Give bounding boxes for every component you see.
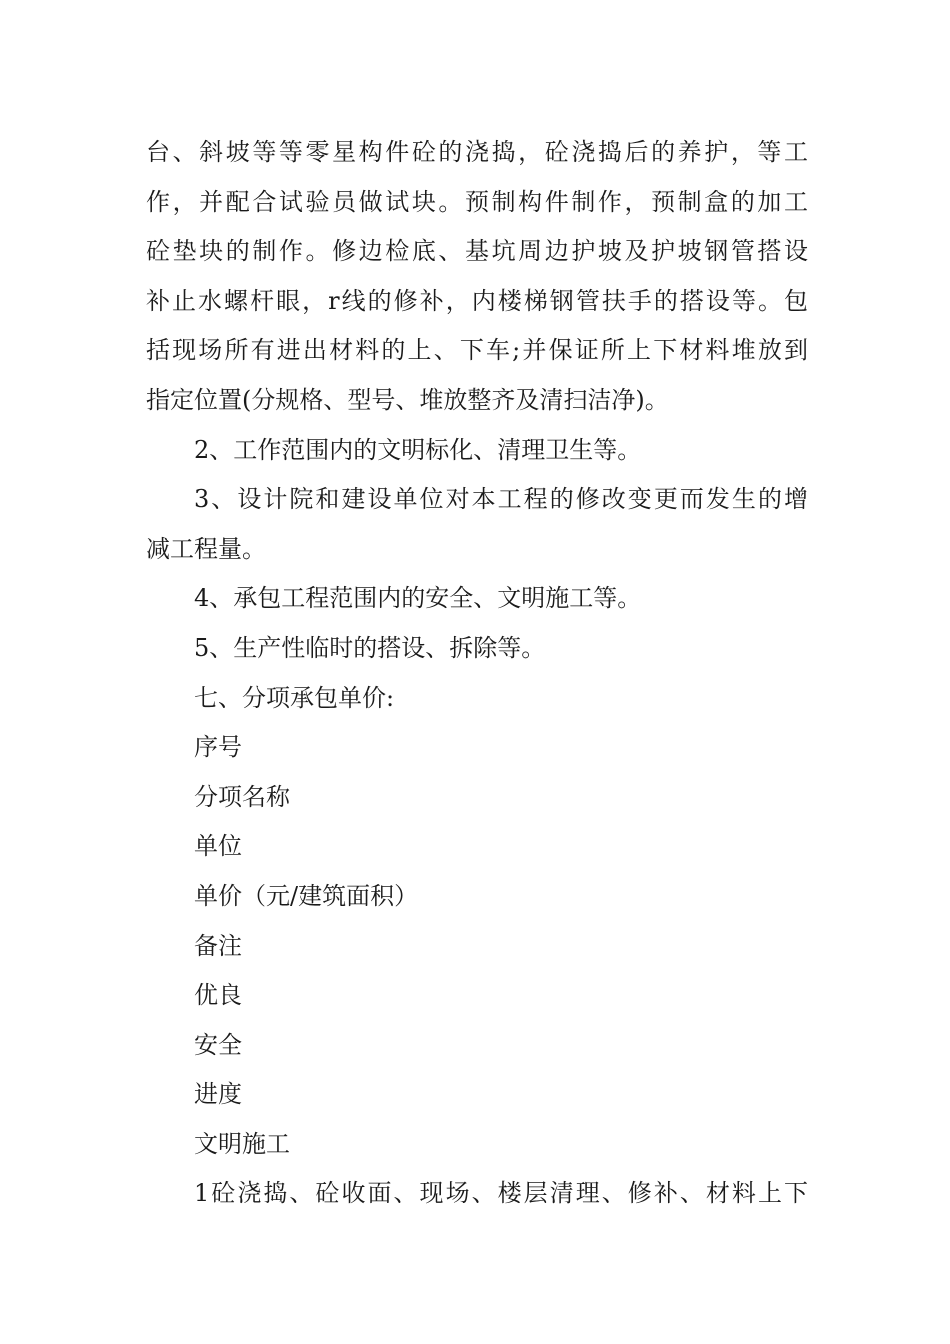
text-line: 单位 <box>194 832 242 861</box>
text-line: 补止水螺杆眼，r线的修补，内楼梯钢管扶手的搭设等。包 <box>146 286 808 315</box>
text-line: 分项名称 <box>194 782 290 811</box>
text-line: 进度 <box>194 1080 242 1109</box>
text-line: 优良 <box>194 981 242 1010</box>
document-body <box>146 128 808 1219</box>
text-line: 减工程量。 <box>146 534 266 563</box>
text-line: 3、设计院和建设单位对本工程的修改变更而发生的增 <box>194 485 808 514</box>
text-line: 指定位置(分规格、型号、堆放整齐及清扫洁净)。 <box>146 385 669 414</box>
text-line: 安全 <box>194 1030 242 1059</box>
text-line: 砼垫块的制作。修边检底、基坑周边护坡及护坡钢管搭设 <box>146 237 808 266</box>
text-line: 七、分项承包单价: <box>194 683 395 712</box>
text-line: 单价（元/建筑面积） <box>194 881 419 910</box>
text-line: 序号 <box>194 733 242 762</box>
text-line: 括现场所有进出材料的上、下车;并保证所上下材料堆放到 <box>146 336 808 365</box>
text-line: 作，并配合试验员做试块。预制构件制作，预制盒的加工 <box>146 187 808 216</box>
text-line: 4、承包工程范围内的安全、文明施工等。 <box>194 584 642 613</box>
text-line: 台、斜坡等等零星构件砼的浇捣，砼浇捣后的养护，等工 <box>146 138 808 166</box>
text-line: 文明施工 <box>194 1129 290 1158</box>
text-line: 1砼浇捣、砼收面、现场、楼层清理、修补、材料上下 <box>194 1179 808 1208</box>
text-line: 备注 <box>194 931 242 960</box>
text-line: 2、工作范围内的文明标化、清理卫生等。 <box>194 435 642 464</box>
text-line: 5、生产性临时的搭设、拆除等。 <box>194 633 546 662</box>
